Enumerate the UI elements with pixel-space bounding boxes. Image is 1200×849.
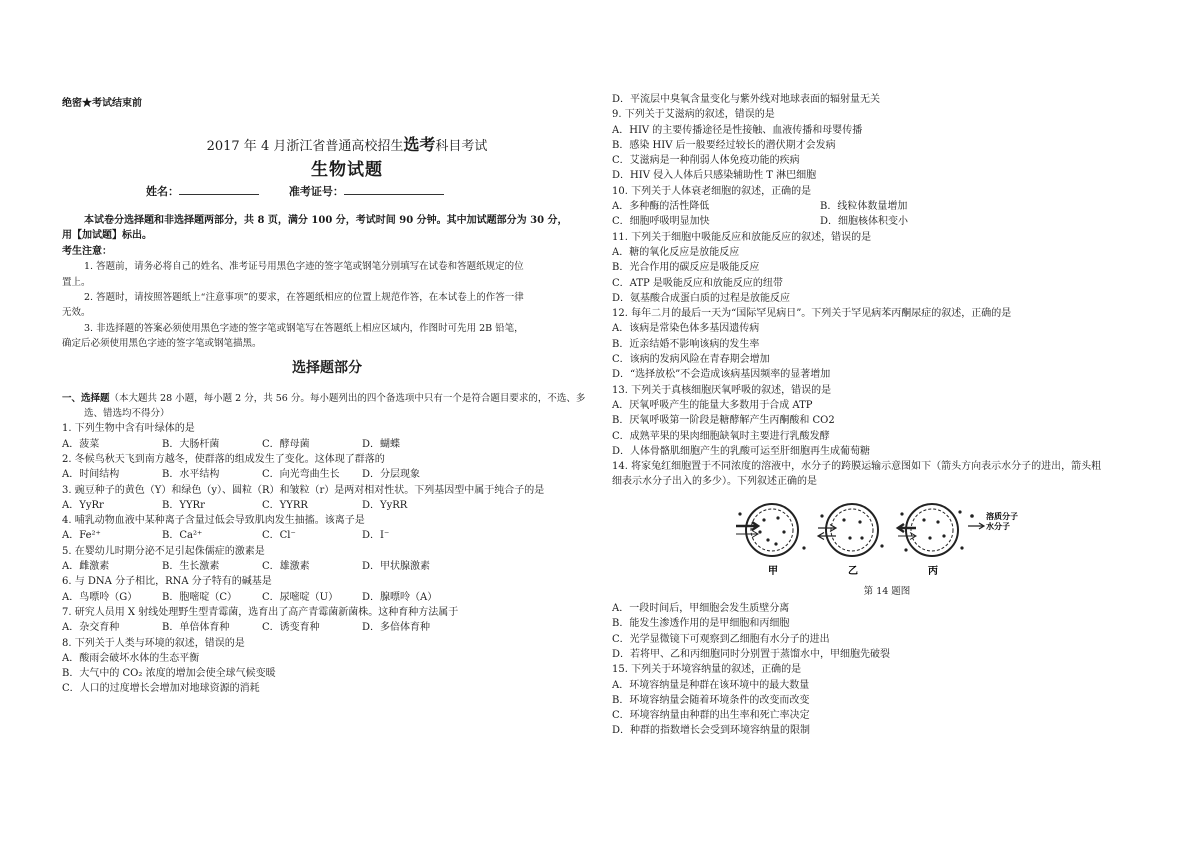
question-1: 1. 下列生物中含有叶绿体的是 A．菠菜 B．大肠杆菌 C．酵母菌 D．蝴蝶 — [62, 423, 401, 450]
candidate-info — [146, 184, 592, 199]
question-4: 4. 哺乳动物血液中某种离子含量过低会导致肌肉发生抽搐。该离子是 A．Fe²⁺ B．Ca²⁺ C．Cl⁻ D．I⁻ — [62, 515, 390, 542]
secret-label: 绝密★考试结束前 — [62, 98, 142, 109]
question-13: 13. 下列关于真核细胞厌氧呼吸的叙述，错误的是 A．厌氧呼吸产生的能量大多数用于合成 ATP B．厌氧呼吸第一阶段是糖酵解产生丙酮酸和 CO2 C．成熟苹果的果肉细胞缺氧时主要进行乳酸发酵 D．人体骨骼肌细胞产生的乳酸可运至肝细胞再生成葡萄糖 — [612, 384, 871, 457]
question-11: 11. 下列关于细胞中吸能反应和放能反应的叙述，错误的是 A．糖的氧化反应是放能反应 B．光合作用的碳反应是吸能反应 C．ATP 是吸能反应和放能反应的纽带 D．氨基酸合成蛋白质的过程是放能反应 — [612, 231, 872, 304]
question-6: 6. 与 DNA 分子相比，RNA 分子特有的碱基是 A．鸟嘌呤（G） B．胞嘧啶（C） C．尿嘧啶（U） D．腺嘌呤（A） — [62, 576, 438, 603]
legend-solute: 溶质分子 — [986, 511, 1018, 521]
figure-caption: 第 14 题图 — [863, 585, 911, 597]
note-3a: 3. 非选择题的答案必须使用黑色字迹的签字笔或钢笔写在答题纸上相应区域内，作图时可先用 2B 铅笔， — [84, 322, 524, 334]
note-3b: 确定后必须使用黑色字迹的签字笔或钢笔描黑。 — [62, 338, 262, 350]
question-10: 10. 下列关于人体衰老细胞的叙述，正确的是 A．多种酶的活性降低 B．线粒体数量增加 C．细胞呼吸明显加快 D．细胞核体积变小 — [612, 185, 909, 228]
notes-title: 考生注意： — [62, 245, 112, 257]
cell-jia — [736, 504, 806, 556]
legend-water: 水分子 — [986, 521, 1010, 531]
name-label: 姓名： — [146, 184, 179, 198]
question-15: 15. 下列关于环境容纳量的叙述，正确的是 A．环境容纳量是种群在该环境中的最大数量 B．环境容纳量会随着环境条件的改变而改变 C．环境容纳量由种群的出生率和死亡率决定 D．种群的指数增长会受到环境容纳量的限制 — [612, 664, 811, 737]
question-8-option-d: D．平流层中臭氧含量变化与紫外线对地球表面的辐射量无关 — [612, 94, 881, 105]
note-1b: 置上。 — [62, 276, 91, 288]
label-yi: 乙 — [848, 565, 858, 577]
exam-title: 2017 年 4 月浙江省普通高校招生选考科目考试 — [206, 135, 488, 155]
label-bing: 丙 — [928, 565, 938, 577]
note-1a: 1. 答题前，请务必将自己的姓名、准考证号用黑色字迹的签字笔或钢笔分别填写在试卷和答题纸规定的位 — [84, 261, 524, 273]
part1-heading: 一、选择题（本大题共 28 小题，每小题 2 分，共 56 分。每小题列出的四个备选项中只有一个是符合题目要求的，不选、多选、错选均不得分） — [62, 392, 586, 420]
name-blank[interactable] — [179, 184, 259, 195]
cell-yi — [818, 504, 884, 556]
section-title: 选择题部分 — [292, 360, 362, 377]
question-8: 8. 下列关于人类与环境的叙述，错误的是 A．酸雨会破坏水体的生态平衡 B．大气中的 CO₂ 浓度的增加会使全球气候变暖 C．人口的过度增长会增加对地球资源的消耗 — [62, 637, 276, 695]
red-cell-diagram — [732, 492, 1032, 582]
question-7: 7. 研究人员用 X 射线处理野生型青霉菌，选育出了高产青霉菌新菌株。这种育种方法属于 A．杂交育种 B．单倍体育种 C．诱变育种 D．多倍体育种 — [62, 606, 459, 634]
right-column — [612, 92, 1152, 739]
question-9: 9. 下列关于艾滋病的叙述，错误的是 A．HIV 的主要传播途径是性接触、血液传播和母婴传播 B．感染 HIV 后一般要经过较长的潜伏期才会发病 C．艾滋病是一种削弱人体免疫功能的疾病 D．HIV 侵入人体后只感染辅助性 T 淋巴细胞 — [612, 109, 863, 182]
subject-title: 生物试题 — [311, 159, 383, 180]
intro-line2: 用【加试题】标出。 — [62, 230, 152, 242]
note-2b: 无效。 — [62, 307, 91, 319]
question-2: 2. 冬候鸟秋天飞到南方越冬，使群落的组成发生了变化。这体现了群落的 A．时间结构 B．水平结构 C．向光弯曲生长 D．分层现象 — [62, 453, 421, 481]
intro-line1: 本试卷分选择题和非选择题两部分，共 8 页，满分 100 分，考试时间 90 分钟。其中加试题部分为 30 分， — [84, 215, 568, 227]
question-12: 12. 每年二月的最后一天为“国际罕见病日”。下列关于罕见病苯丙酮尿症的叙述，正确的是 A．该病是常染色体多基因遗传病 B．近亲结婚不影响该病的发生率 C．该病的发病风险在青春期会增加 D．“选择放松”不会造成该病基因频率的显著增加 — [612, 308, 1012, 381]
question-3: 3. 豌豆种子的黄色（Y）和绿色（y）、圆粒（R）和皱粒（r）是两对相对性状。下列基因型中属于纯合子的是 A．YyRr B．YYRr C．YYRR D．YyRR — [62, 484, 545, 511]
cell-bing — [898, 504, 964, 556]
question-5: 5. 在婴幼儿时期分泌不足引起侏儒症的激素是 A．雌激素 B．生长激素 C．雄激素 D．甲状腺激素 — [62, 545, 431, 573]
note-2a: 2. 答题时，请按照答题纸上“注意事项”的要求，在答题纸相应的位置上规范作答，在本试卷上的作答一律 — [84, 291, 524, 303]
label-jia: 甲 — [768, 565, 778, 577]
legend — [968, 511, 1018, 531]
question-14: 14. 将家兔红细胞置于不同浓度的溶液中，水分子的跨膜运输示意图如下（箭头方向表示水分子的进出，箭头粗 细表示水分子出入的多少）。下列叙述正确的是 溶质分子 水分子 甲 乙 丙 第 14 题图 A．一段时间后，甲细胞会发生质壁分离 B．能发生渗透作用的是甲细胞和丙细胞 C．光学显微镜下可观察到乙细胞有水分子的进出 D．若将甲、乙和丙细胞同时分别置于蒸馏水中，甲细胞先破裂 — [612, 459, 1152, 662]
osmosis-figure — [612, 492, 1152, 582]
id-label: 准考证号： — [288, 184, 344, 198]
id-blank[interactable] — [344, 184, 444, 195]
left-column — [62, 88, 592, 697]
